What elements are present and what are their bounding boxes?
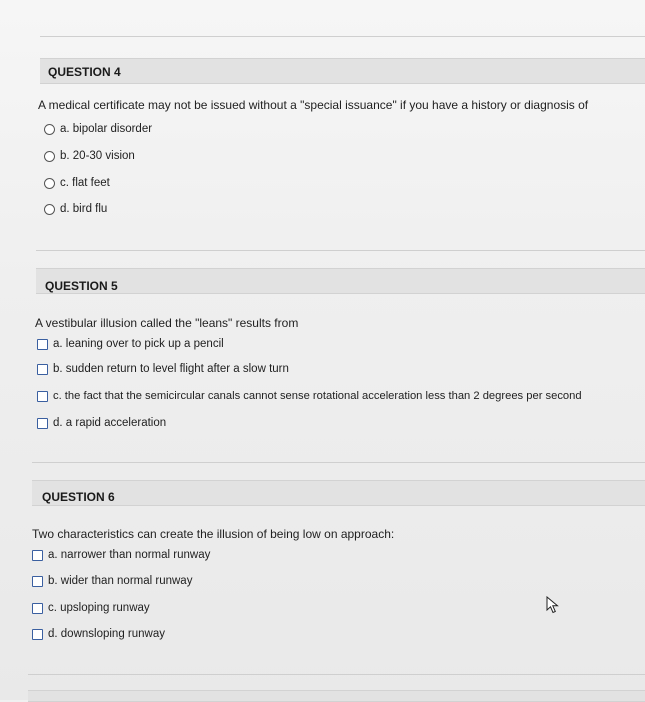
divider <box>32 462 645 463</box>
divider <box>36 250 645 251</box>
option-label: c. the fact that the semicircular canals cannot sense rotational acceleration less than 2 degrees per second <box>53 390 582 402</box>
question-title: QUESTION 6 <box>42 490 115 504</box>
checkbox[interactable] <box>37 418 48 429</box>
option-label: b. sudden return to level flight after a slow turn <box>53 363 289 375</box>
checkbox[interactable] <box>37 339 48 350</box>
option-c[interactable] <box>44 177 110 189</box>
option-c[interactable] <box>32 602 150 614</box>
option-label: a. narrower than normal runway <box>48 549 211 561</box>
checkbox[interactable] <box>32 550 43 561</box>
option-d[interactable] <box>37 417 166 429</box>
option-label: a. leaning over to pick up a pencil <box>53 338 224 350</box>
option-label: b. wider than normal runway <box>48 575 193 587</box>
checkbox[interactable] <box>37 364 48 375</box>
option-a[interactable] <box>44 123 152 135</box>
divider <box>40 36 645 37</box>
option-label: c. flat feet <box>60 177 110 189</box>
next-question-header-bar <box>28 690 645 702</box>
option-label: d. bird flu <box>60 203 108 215</box>
option-label: b. 20-30 vision <box>60 150 135 162</box>
mouse-pointer-icon <box>545 596 561 614</box>
question-title: QUESTION 4 <box>48 65 121 79</box>
option-label: d. a rapid acceleration <box>53 417 167 429</box>
checkbox[interactable] <box>32 576 43 587</box>
option-label: c. upsloping runway <box>48 602 150 614</box>
option-a[interactable] <box>32 549 210 561</box>
option-label: a. bipolar disorder <box>60 123 153 135</box>
radio-button[interactable] <box>44 204 55 215</box>
question-5-header-bar <box>36 268 645 294</box>
option-d[interactable] <box>44 203 107 215</box>
question-4-header-bar <box>40 58 645 84</box>
option-b[interactable] <box>44 150 135 162</box>
divider <box>28 674 645 675</box>
option-d[interactable] <box>32 628 165 640</box>
question-text: A medical certificate may not be issued without a "special issuance" if you have a history or diagnosis of <box>38 98 589 112</box>
question-text: Two characteristics can create the illusion of being low on approach: <box>32 527 395 541</box>
option-b[interactable] <box>37 363 289 375</box>
radio-button[interactable] <box>44 178 55 189</box>
question-6-header-bar <box>32 480 645 506</box>
radio-button[interactable] <box>44 124 55 135</box>
radio-button[interactable] <box>44 151 55 162</box>
option-a[interactable] <box>37 338 224 350</box>
checkbox[interactable] <box>32 629 43 640</box>
question-title: QUESTION 5 <box>45 279 118 293</box>
option-b[interactable] <box>32 575 192 587</box>
checkbox[interactable] <box>32 603 43 614</box>
question-text: A vestibular illusion called the "leans" results from <box>35 316 299 330</box>
checkbox[interactable] <box>37 391 48 402</box>
option-c[interactable] <box>37 390 582 402</box>
option-label: d. downsloping runway <box>48 628 165 640</box>
